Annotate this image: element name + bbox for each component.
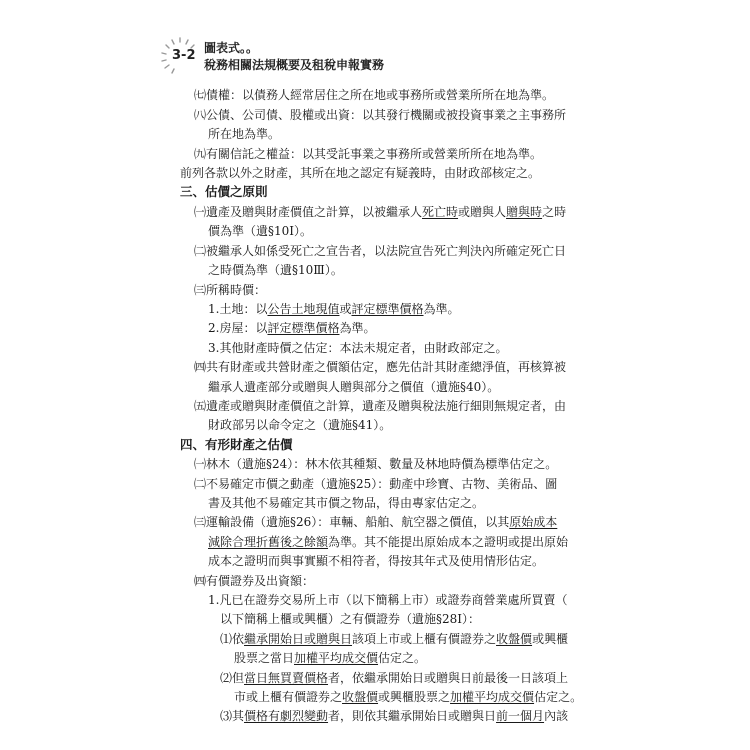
underlined-term: 贈與時	[506, 205, 543, 219]
text-line: 所在地為準。	[208, 127, 281, 141]
text-line: 3.其他財產時價之估定：本法未規定者，由財政部定之。	[208, 341, 508, 355]
text-line: ㈤遺產或贈與財產價值之計算，遺產及贈與稅法施行細則無規定者，由	[194, 399, 567, 413]
text-line: 市或上櫃有價證券之收盤價或興櫃股票之加權平均成交價估定之。	[234, 690, 583, 704]
section-heading: 四、有形財產之估價	[180, 437, 293, 452]
text-line: ㈡被繼承人如係受死亡之宣告者，以法院宣告死亡判決內所確定死亡日	[194, 244, 567, 258]
text-line: 成本之證明而與事實顯不相符者，得按其年式及使用情形估定。	[208, 554, 545, 568]
text-line: 繼承人遺產部分或贈與人贈與部分之價值（遺施§40）。	[208, 380, 500, 394]
underlined-term: 評定標準價格	[267, 321, 340, 335]
text-line: ㈢運輸設備（遺施§26）：車輛、船舶、航空器之價值，以其原始成本	[194, 515, 558, 529]
underlined-term: 加權平均成交價	[450, 690, 535, 704]
text-line: ⑵但當日無買賣價格者，依繼承開始日或贈與日前最後一日該項上	[220, 671, 569, 685]
book-title: 稅務相關法規概要及租稅申報實務	[204, 58, 385, 72]
text-line: ㈨有關信託之權益：以其受託事業之事務所或營業所所在地為準。	[194, 147, 543, 161]
underlined-term: 減除合理折舊後之餘額	[208, 535, 329, 549]
text-line: 書及其他不易確定其市價之物品，得由專家估定之。	[208, 496, 485, 510]
text-line: 1.凡已在證券交易所上市（以下簡稱上市）或證券商營業處所買賣（	[208, 593, 568, 607]
text-line: 前列各款以外之財產，其所在地之認定有疑義時，由財政部核定之。	[180, 166, 541, 180]
underlined-term: 公告土地現值	[267, 302, 340, 316]
text-line: ㈣有價證券及出資額：	[194, 574, 315, 588]
text-line: 減除合理折舊後之餘額為準。其不能提出原始成本之證明或提出原始	[208, 535, 569, 549]
underlined-term: 收盤價	[342, 690, 379, 704]
text-line: 之時價為準（遺§10Ⅲ）。	[208, 263, 343, 277]
text-line: ㈦債權：以債務人經常居住之所在地或事務所或營業所所在地為準。	[194, 88, 555, 102]
page-header	[160, 36, 720, 76]
text-line: 財政部另以命令定之（遺施§41）。	[208, 418, 392, 432]
text-line: ㈠林木（遺施§24）：林木依其種類、數量及林地時價為標準估定之。	[194, 457, 558, 471]
text-line: 2.房屋：以評定標準價格為準。	[208, 321, 376, 335]
underlined-term: 評定標準價格	[351, 302, 424, 316]
text-line: ㈢所稱時價：	[194, 283, 267, 297]
page-number: 3-2	[172, 48, 196, 63]
text-line: 以下簡稱上櫃或興櫃）之有價證券（遺施§28Ⅰ）：	[220, 612, 481, 626]
text-line: ⑴依繼承開始日或贈與日該項上市或上櫃有價證券之收盤價或興櫃	[220, 632, 569, 646]
section-heading: 三、估價之原則	[180, 184, 268, 199]
text-line: 股票之當日加權平均成交價估定之。	[234, 651, 427, 665]
underlined-term: 原始成本	[509, 515, 558, 529]
underlined-term: 收盤價	[496, 632, 533, 646]
text-line: ㈠遺產及贈與財產價值之計算，以被繼承人死亡時或贈與人贈與時之時	[194, 205, 567, 219]
text-line: 價為準（遺§10Ⅰ）。	[208, 224, 313, 238]
text-line: ㈧公債、公司債、股權或出資：以其發行機關或被投資事業之主事務所	[194, 108, 567, 122]
chapter-title: 圖表式。。	[204, 41, 259, 55]
text-line: 1.土地：以公告土地現值或評定標準價格為準。	[208, 302, 460, 316]
underlined-term: 死亡時	[422, 205, 459, 219]
underlined-term: 價格有劇烈變動	[244, 709, 329, 723]
underlined-term: 繼承開始日或贈與日	[244, 632, 353, 646]
underlined-term: 加權平均成交價	[294, 651, 379, 665]
underlined-term: 前一個月	[496, 709, 545, 723]
text-line: ㈡不易確定市價之動產（遺施§25）：動產中珍寶、古物、美術品、圖	[194, 477, 558, 491]
text-line: ⑶其價格有劇烈變動者，則依其繼承開始日或贈與日前一個月內該	[220, 709, 569, 723]
text-line: ㈣共有財產或共營財產之價額估定，應先估計其財產總淨值，再核算被	[194, 360, 567, 374]
underlined-term: 當日無買賣價格	[244, 671, 329, 685]
